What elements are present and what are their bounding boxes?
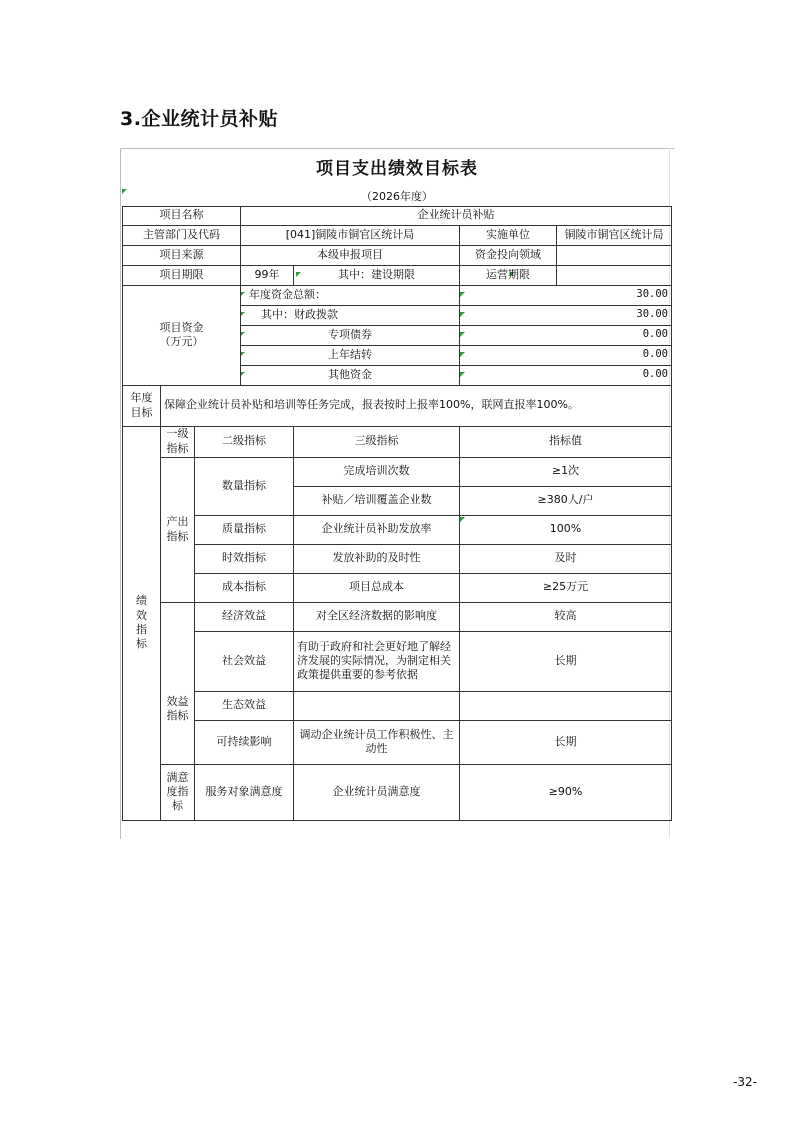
indicator-value: ≥380人/户 [460, 486, 672, 515]
fund-label: 其中：财政拨款 [241, 305, 460, 325]
indicator-value [460, 691, 672, 720]
level3-name: 完成培训次数 [294, 457, 460, 486]
value-domain [557, 245, 672, 265]
level3-name: 企业统计员满意度 [294, 764, 460, 820]
annual-goal-text: 保障企业统计员补贴和培训等任务完成，报表按时上报率100%，联网直报率100%。 [161, 385, 672, 426]
level3-name: 补贴／培训覆盖企业数 [294, 486, 460, 515]
label-operation: 运营期限 [460, 265, 557, 285]
indicator-value: 100% [460, 515, 672, 544]
group-benefit: 效益 指标 [161, 602, 195, 764]
value-operation [557, 265, 672, 285]
fund-amount: 30.00 [460, 285, 672, 305]
indicator-value: ≥25万元 [460, 573, 672, 602]
group-output: 产出 指标 [161, 457, 195, 602]
label-period: 项目期限 [123, 265, 241, 285]
indicator-value: 长期 [460, 631, 672, 691]
level3-name: 有助于政府和社会更好地了解经济发展的实际情况，为制定相关政策提供重要的参考依据 [294, 631, 460, 691]
level3-name: 对全区经济数据的影响度 [294, 602, 460, 631]
fund-label: 其他资金 [241, 365, 460, 385]
fund-amount: 0.00 [460, 325, 672, 345]
label-funds [123, 285, 241, 385]
label-construction: 其中：建设期限 [294, 265, 460, 285]
value-project-name: 企业统计员补贴 [241, 206, 672, 225]
level2-timeliness: 时效指标 [195, 544, 294, 573]
level3-name: 企业统计员补助发放率 [294, 515, 460, 544]
label-annual-goal [123, 385, 161, 426]
label-department: 主管部门及代码 [123, 225, 241, 245]
level3-name: 调动企业统计员工作积极性、主动性 [294, 720, 460, 764]
value-implementer: 铜陵市铜官区统计局 [557, 225, 672, 245]
level2-quantity: 数量指标 [195, 457, 294, 515]
head-value: 指标值 [460, 426, 672, 457]
level3-name: 项目总成本 [294, 573, 460, 602]
indicator-value: 较高 [460, 602, 672, 631]
level2-satisfaction: 服务对象满意度 [195, 764, 294, 820]
fund-amount: 30.00 [460, 305, 672, 325]
page-number: -32- [733, 1075, 757, 1089]
label-goal-line2: 目标 [130, 405, 153, 419]
fund-label: 上年结转 [241, 345, 460, 365]
level2-quality: 质量指标 [195, 515, 294, 544]
level2-ecological: 生态效益 [195, 691, 294, 720]
head-level3: 三级指标 [294, 426, 460, 457]
level2-economic: 经济效益 [195, 602, 294, 631]
table-title: 项目支出绩效目标表 [316, 158, 478, 179]
value-period: 99年 [241, 265, 294, 285]
fund-amount: 0.00 [460, 365, 672, 385]
indicator-value: ≥1次 [460, 457, 672, 486]
level2-sustainable: 可持续影响 [195, 720, 294, 764]
head-level1: 一级 指标 [161, 426, 195, 457]
indicator-value: 长期 [460, 720, 672, 764]
indicator-value: ≥90% [460, 764, 672, 820]
head-level2: 二级指标 [195, 426, 294, 457]
label-goal-line1: 年度 [130, 391, 153, 405]
label-performance-indicators: 绩 效 指 标 [123, 426, 161, 820]
group-satisfaction: 满意 度指 标 [161, 764, 195, 820]
level2-cost: 成本指标 [195, 573, 294, 602]
table-year: （2026年度） [361, 189, 433, 203]
label-funds-line1: 项目资金 [159, 320, 204, 334]
level3-name [294, 691, 460, 720]
value-source: 本级申报项目 [241, 245, 460, 265]
label-project-name: 项目名称 [123, 206, 241, 225]
performance-target-table [122, 150, 672, 821]
level3-name: 发放补助的及时性 [294, 544, 460, 573]
level2-social: 社会效益 [195, 631, 294, 691]
value-department: [041]铜陵市铜官区统计局 [241, 225, 460, 245]
indicator-value: 及时 [460, 544, 672, 573]
label-implementer: 实施单位 [460, 225, 557, 245]
label-source: 项目来源 [123, 245, 241, 265]
fund-label: 专项债券 [241, 325, 460, 345]
fund-label: 年度资金总额： [241, 285, 460, 305]
section-heading: 3.企业统计员补贴 [120, 108, 278, 130]
label-funds-line2: （万元） [159, 335, 204, 348]
label-domain: 资金投向领域 [460, 245, 557, 265]
fund-amount: 0.00 [460, 345, 672, 365]
